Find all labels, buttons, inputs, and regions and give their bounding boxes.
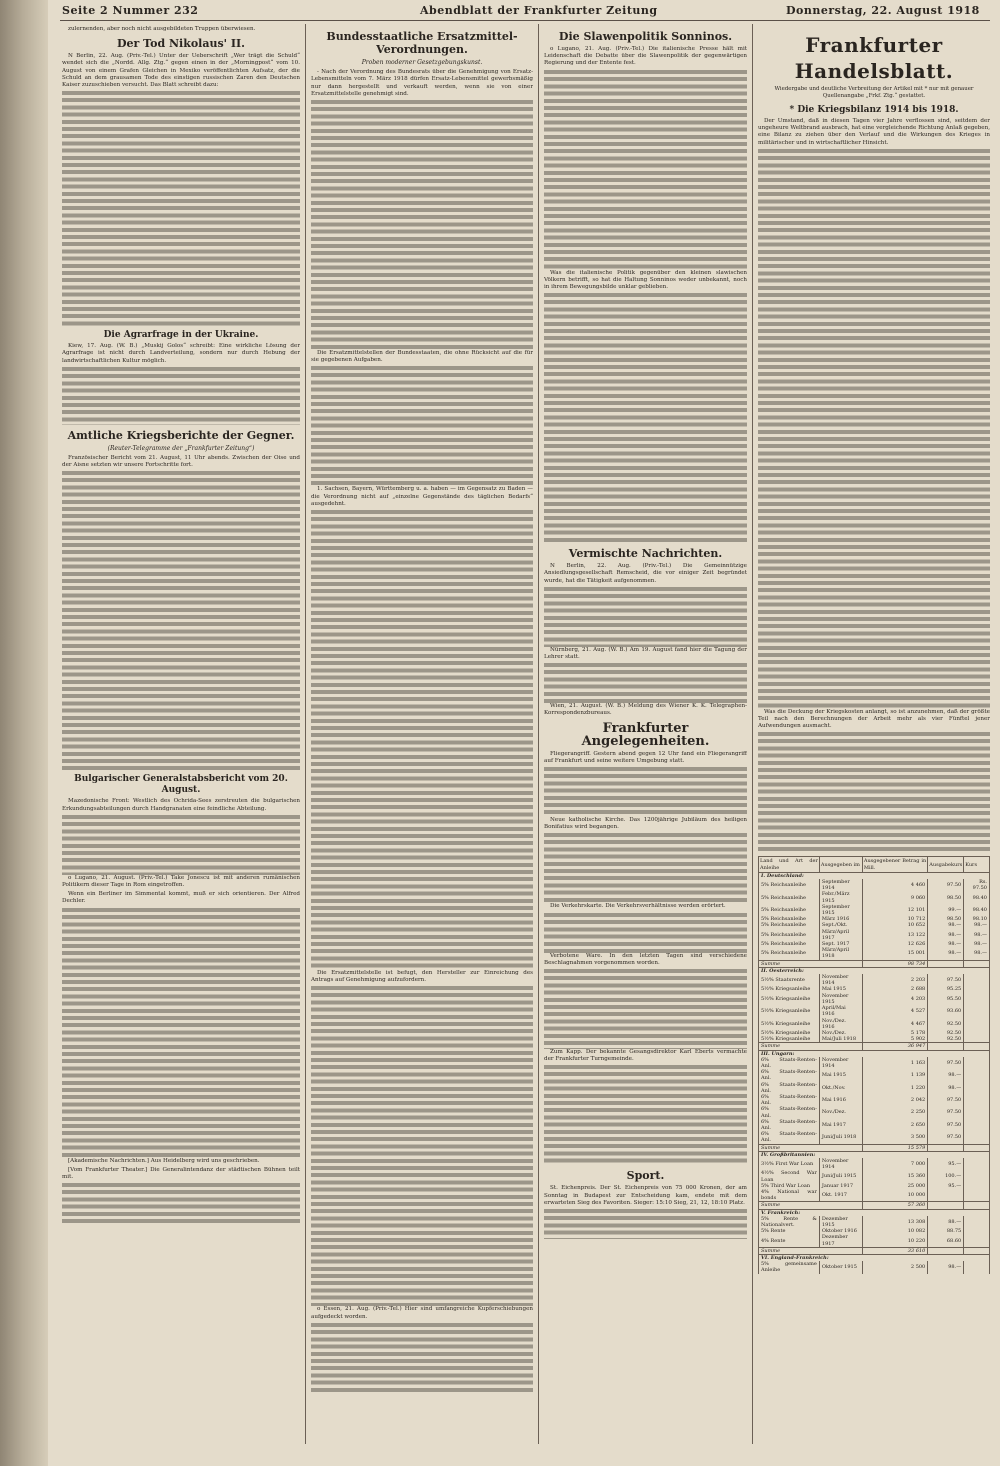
table-cell: Oktober 1915 xyxy=(819,1261,862,1273)
table-cell: 5% Third War Loan xyxy=(759,1183,820,1189)
table-cell: Nov./Dez. xyxy=(819,1030,862,1036)
body-text-block xyxy=(544,663,747,703)
article-text: Die Ersatzmittelstelle ist befugt, den Hersteller zur Einreichung des Antrags auf Genehmigung aufzufordern. xyxy=(311,970,533,984)
table-group-row xyxy=(759,1209,990,1216)
table-row xyxy=(759,891,990,903)
table-row xyxy=(759,1082,990,1094)
table-group-label: I. Deutschland: xyxy=(759,872,990,879)
table-cell: 97.50 xyxy=(928,1057,964,1069)
table-cell: 5% Rente xyxy=(759,1228,820,1234)
table-cell: 12 101 xyxy=(862,904,927,916)
table-cell: 3½% First War Loan xyxy=(759,1158,820,1170)
table-row xyxy=(759,1189,990,1202)
table-cell: 6% Staats-Renten-Anl. xyxy=(759,1119,820,1131)
body-text-block xyxy=(544,70,747,270)
table-row xyxy=(759,1131,990,1144)
table-cell: 6% Staats-Renten-Anl. xyxy=(759,1069,820,1081)
page-header-right: Donnerstag, 22. August 1918 xyxy=(786,4,980,17)
article-text: Fliegerangriff. Gestern abend gegen 12 Uhr fand ein Fliegerangriff auf Frankfurt und seine weitere Umgebung statt. xyxy=(544,750,747,764)
table-cell: Mai 1915 xyxy=(819,1069,862,1081)
table-cell: 1 220 xyxy=(862,1082,927,1094)
body-text-block xyxy=(758,732,990,852)
table-cell xyxy=(964,1216,990,1228)
table-row xyxy=(759,1261,990,1273)
table-cell: 3 500 xyxy=(862,1131,927,1144)
table-cell: 98.— xyxy=(928,922,964,928)
table-cell: 5% Reichsanleihe xyxy=(759,929,820,941)
reprint-note: Wiedergabe und deutliche Verbreitung der Artikel mit * nur mit genauer Quellenangabe „Frkf. Ztg.“ gestattet. xyxy=(774,86,974,99)
table-cell xyxy=(964,1189,990,1202)
table-cell: Febr./März 1915 xyxy=(819,891,862,903)
table-group-label: III. Ungarn: xyxy=(759,1050,990,1057)
article-heading: Amtliche Kriegsberichte der Gegner. xyxy=(67,428,295,442)
body-text-block xyxy=(62,815,300,875)
table-cell: 100.— xyxy=(928,1170,964,1182)
table-cell: 5½% Kriegsanleihe xyxy=(759,1036,820,1043)
table-cell: Mai 1915 xyxy=(819,986,862,992)
article-heading: Sport. xyxy=(626,1169,665,1183)
table-cell: Nov./Dez. 1916 xyxy=(819,1018,862,1030)
table-cell: 6% Staats-Renten-Anl. xyxy=(759,1057,820,1069)
table-row xyxy=(759,1106,990,1118)
table-cell: 2 650 xyxy=(862,1119,927,1131)
table-cell: Sept. 1917 xyxy=(819,941,862,947)
section-heading: Frankfurter Angelegenheiten. xyxy=(581,720,710,749)
table-cell xyxy=(928,1247,964,1254)
table-group-row xyxy=(759,1151,990,1158)
table-header-cell: Ausgegebener Betrag in Mill. xyxy=(863,858,927,871)
table-cell: 2 500 xyxy=(862,1261,927,1273)
table-sum-row xyxy=(759,1043,990,1050)
table-cell: 5½% Staatsrente xyxy=(759,974,820,986)
table-row xyxy=(759,904,990,916)
table-cell: 5% Reichsanleihe xyxy=(759,916,820,922)
table-row xyxy=(759,1005,990,1017)
table-cell: November 1914 xyxy=(819,1057,862,1069)
article-text: N Berlin, 22. Aug. (Priv.-Tel.) Unter der Ueberschrift „Wer trägt die Schuld“ wendet sich die „Nordd. Allg. Ztg.“ gegen einen in der „Morningpost“ vom 10. August von einem Grafen Gleichen in Mexiko veröffentlichten Aufsatz, der die Schuld an dem grausamen Tode des einstigen russischen Zaren den Deutschen Kaiser zuzuschieben versucht. Das Blatt schreibt dazu: xyxy=(62,53,300,89)
table-cell: 97.50 xyxy=(928,879,964,891)
table-cell: 5% Rente & Nationalvert. xyxy=(759,1216,820,1228)
table-cell: 68.60 xyxy=(928,1234,964,1247)
table-cell: 6% Staats-Renten-Anl. xyxy=(759,1106,820,1118)
table-cell: 5 178 xyxy=(862,1030,927,1036)
table-row xyxy=(759,1158,990,1170)
table-sum-value: 33 610 xyxy=(862,1247,927,1254)
table-cell: 2 250 xyxy=(862,1106,927,1118)
table-group-label: VI. England-Frankreich: xyxy=(759,1255,990,1262)
table-cell: 5½% Kriegsanleihe xyxy=(759,1005,820,1017)
table-header-cell: Land und Art der Anleihe xyxy=(760,858,818,871)
table-cell xyxy=(964,993,990,1005)
column-rule xyxy=(752,24,753,1444)
table-cell xyxy=(964,1106,990,1118)
table-cell: 10 712 xyxy=(862,916,927,922)
table-sum-label: Summe xyxy=(759,960,863,967)
table-cell: Mai 1916 xyxy=(819,1094,862,1106)
table-cell: 99.— xyxy=(928,904,964,916)
article-text: Zum Kapp. Der bekannte Gesangsdirektor Karl Eberts vermachte der Frankfurter Turngemeinde. xyxy=(544,1049,747,1063)
table-cell: 5% Reichsanleihe xyxy=(759,922,820,928)
body-text-block xyxy=(62,908,300,1158)
table-cell: 2 203 xyxy=(862,974,927,986)
table-cell: 98.— xyxy=(964,922,990,928)
article-text: - Nach der Verordnung des Bundesrats über die Genehmigung von Ersatz-Lebensmitteln vom 7. März 1918 dürfen Ersatz-Lebensmittel gewerbsmäßig nur dann hergestellt und verkauft werden, wenn sie von einer Ersatzmittelstelle genehmigt sind. xyxy=(311,69,533,97)
table-row xyxy=(759,1036,990,1043)
table-cell: 1 139 xyxy=(862,1069,927,1081)
table-cell: 88.75 xyxy=(928,1228,964,1234)
table-cell: 98.50 xyxy=(928,916,964,922)
table-row xyxy=(759,929,990,941)
table-cell: 5% Reichsanleihe xyxy=(759,947,820,960)
table-cell: September 1914 xyxy=(819,879,862,891)
table-sum-value: 57 360 xyxy=(862,1202,927,1209)
table-cell: 4% National war bonds xyxy=(759,1189,820,1202)
body-text-block xyxy=(311,986,533,1306)
section-masthead: Frankfurter Handelsblatt. xyxy=(794,33,954,83)
body-text-block xyxy=(62,1183,300,1223)
table-cell: 5 902 xyxy=(862,1036,927,1043)
table-header-cell: Kurs xyxy=(964,857,990,872)
table-row xyxy=(759,1216,990,1228)
page-header-center: Abendblatt der Frankfurter Zeitung xyxy=(420,4,658,17)
table-cell: 97.50 xyxy=(928,1131,964,1144)
table-group-label: IV. Großbritannien: xyxy=(759,1151,990,1158)
table-cell: 95.— xyxy=(928,1183,964,1189)
table-group-label: II. Oesterreich: xyxy=(759,967,990,974)
table-row xyxy=(759,1234,990,1247)
table-cell: Mai/Juli 1918 xyxy=(819,1036,862,1043)
article-text: o Lugano, 21. Aug. (Priv.-Tel.) Die italienische Presse hält mit Leidenschaft die Debatte über die Slawenpolitik der gegenwärtigen Regierung und der Entente fest. xyxy=(544,46,747,67)
column-rule xyxy=(305,24,306,1444)
table-row xyxy=(759,1094,990,1106)
table-cell: 4 460 xyxy=(862,879,927,891)
table-cell: März/April 1917 xyxy=(819,929,862,941)
table-cell: 98.— xyxy=(928,1082,964,1094)
table-cell: Oktober 1916 xyxy=(819,1228,862,1234)
table-cell: 25 000 xyxy=(862,1183,927,1189)
table-cell: September 1915 xyxy=(819,904,862,916)
table-cell: Okt./Nov. xyxy=(819,1082,862,1094)
table-cell: 5% Reichsanleihe xyxy=(759,891,820,903)
page-header-left: Seite 2 Nummer 232 xyxy=(62,4,199,17)
article-text: Französischer Bericht vom 21. August, 11 Uhr abends. Zwischen der Oise und der Aisne setzten wir unsere Fortschritte fort. xyxy=(62,455,300,469)
table-cell: 97.50 xyxy=(928,1094,964,1106)
table-cell: Nov./Dez. xyxy=(819,1106,862,1118)
table-cell: 10 220 xyxy=(862,1234,927,1247)
table-header-cell: Ausgegeben im xyxy=(819,857,862,872)
table-cell: November 1914 xyxy=(819,1158,862,1170)
table-cell: 98.— xyxy=(928,929,964,941)
table-cell: 98.— xyxy=(964,929,990,941)
article-text: Nürnberg, 21. Aug. (W. B.) Am 19. August fand hier die Tagung der Lehrer statt. xyxy=(544,646,747,661)
article-text: Die Ersatzmittelstellen der Bundesstaaten, die ohne Rücksicht auf die für sie gegebenen Aufgaben. xyxy=(311,350,533,364)
table-cell: Sept./Okt. xyxy=(819,922,862,928)
article-text: Der Umstand, daß in diesen Tagen vier Jahre verflossen sind, seitdem der ungeheure Weltbrand ausbrach, hat eine vergleichende Richtung Anlaß gegeben, eine Bilanz zu ziehen über den Verlauf und die Wirkungen des Krieges in militärischer und in wirtschaftlicher Hinsicht. xyxy=(758,118,990,146)
table-cell: 6% Staats-Renten-Anl. xyxy=(759,1094,820,1106)
table-cell xyxy=(964,1131,990,1144)
table-cell: 6% Staats-Renten-Anl. xyxy=(759,1131,820,1144)
table-sum-value: 15 579 xyxy=(862,1144,927,1151)
article-text: [Akademische Nachrichten.] Aus Heidelberg wird uns geschrieben. xyxy=(68,1157,260,1164)
column-2 xyxy=(311,26,533,1451)
table-sum-value: 98 734 xyxy=(862,960,927,967)
table-cell: 4 467 xyxy=(862,1018,927,1030)
article-heading: Die Agrarfrage in der Ukraine. xyxy=(103,330,259,341)
table-cell: 92.50 xyxy=(928,1018,964,1030)
table-row xyxy=(759,993,990,1005)
article-heading: Der Tod Nikolaus' II. xyxy=(117,37,245,51)
article-text: zulernenden, aber noch nicht ausgebildeten Truppen überwiesen. xyxy=(68,26,256,32)
header-rule xyxy=(60,20,990,21)
table-cell: 97.50 xyxy=(928,1106,964,1118)
table-cell: April/Mai 1916 xyxy=(819,1005,862,1017)
table-cell xyxy=(928,960,964,967)
table-cell xyxy=(964,1005,990,1017)
table-cell: 95.25 xyxy=(928,986,964,992)
table-cell xyxy=(964,1119,990,1131)
column-rule xyxy=(538,24,539,1444)
article-text: Wien, 21. August. (W. B.) Meldung des Wiener K. K. Telegraphen-Korrespondenzbureaus. xyxy=(544,703,747,717)
body-text-block xyxy=(62,367,300,425)
table-cell: März/April 1918 xyxy=(819,947,862,960)
article-heading: Die Slawenpolitik Sonninos. xyxy=(558,30,733,43)
table-row xyxy=(759,879,990,891)
table-cell: 13 122 xyxy=(862,929,927,941)
table-cell: 13 308 xyxy=(862,1216,927,1228)
table-group-row xyxy=(759,967,990,974)
table-cell: 2 688 xyxy=(862,986,927,992)
table-cell: 15 001 xyxy=(862,947,927,960)
table-cell xyxy=(964,1057,990,1069)
table-cell: 6% Staats-Renten-Anl. xyxy=(759,1082,820,1094)
table-cell: 5½% Kriegsanleihe xyxy=(759,986,820,992)
table-cell: 93.60 xyxy=(928,1005,964,1017)
table-row xyxy=(759,1119,990,1131)
table-cell: Rs. 97.50 xyxy=(964,879,990,891)
table-cell: 2 042 xyxy=(862,1094,927,1106)
table-cell: Okt. 1917 xyxy=(819,1189,862,1202)
table-row xyxy=(759,1057,990,1069)
table-sum-row xyxy=(759,1144,990,1151)
body-text-block xyxy=(311,366,533,486)
table-cell: Juni/Juli 1918 xyxy=(819,1131,862,1144)
table-group-label: V. Frankreich: xyxy=(759,1209,990,1216)
table-row xyxy=(759,1018,990,1030)
table-cell: November 1914 xyxy=(819,974,862,986)
body-text-block xyxy=(544,833,747,903)
table-cell xyxy=(964,1144,990,1151)
table-cell xyxy=(964,1261,990,1273)
body-text-block xyxy=(62,91,300,327)
article-text: Kiew, 17. Aug. (W. B.) „Muskij Golos“ schreibt: Eine wirkliche Lösung der Agrarfrage ist nicht durch Landverteilung, sondern nur durch Hebung der landwirtschaftlichen Kultur möglich. xyxy=(62,343,300,364)
table-cell: März 1916 xyxy=(819,916,862,922)
table-cell: 10 082 xyxy=(862,1228,927,1234)
table-cell xyxy=(964,974,990,986)
table-row xyxy=(759,974,990,986)
table-group-row xyxy=(759,1255,990,1262)
article-text: St. Eichenpreis. Der St. Eichenpreis von 75 000 Kronen, der am Sonntag in Budapest zur Entscheidung kam, endete mit dem erwarteten Sieg des Favoriten. Sieger: 15:10 Sieg, 21, 12, 18:10 Platz. xyxy=(544,1185,747,1206)
article-subheading: (Reuter-Telegramme der „Frankfurter Zeitung“) xyxy=(107,444,255,452)
table-cell: 4% Rente xyxy=(759,1234,820,1247)
table-cell: 9 060 xyxy=(862,891,927,903)
table-cell: 4½% Second War Loan xyxy=(759,1170,820,1182)
table-cell: 10 000 xyxy=(862,1189,927,1202)
article-text: N Berlin, 22. Aug. (Priv.-Tel.) Die Gemeinnützige Ansiedlungsgesellschaft Remscheid, die vor einiger Zeit begründet wurde, hat die Tätigkeit aufgenommen. xyxy=(544,563,747,584)
table-row xyxy=(759,1170,990,1182)
table-row xyxy=(759,1069,990,1081)
table-cell xyxy=(964,1094,990,1106)
table-cell: 88.— xyxy=(928,1216,964,1228)
table-cell: 98.— xyxy=(928,1261,964,1273)
article-heading: Bundesstaatliche Ersatzmittel-Verordnungen. xyxy=(326,30,518,56)
table-sum-row xyxy=(759,1247,990,1254)
body-text-block xyxy=(311,1323,533,1393)
body-text-block xyxy=(758,149,990,709)
table-cell xyxy=(964,960,990,967)
table-sum-value: 36 947 xyxy=(862,1043,927,1050)
table-cell: 98.50 xyxy=(928,891,964,903)
table-cell: 98.— xyxy=(928,947,964,960)
table-cell: Januar 1917 xyxy=(819,1183,862,1189)
table-cell: 5½% Kriegsanleihe xyxy=(759,1030,820,1036)
article-text: Verbotene Ware. In den letzten Tagen sind verschiedene Beschlagnahmen vorgenommen worden. xyxy=(544,952,747,966)
table-cell xyxy=(964,1158,990,1170)
article-heading: Vermischte Nachrichten. xyxy=(568,547,723,561)
table-cell xyxy=(964,1170,990,1182)
table-cell xyxy=(964,1036,990,1043)
table-cell: Dezember 1917 xyxy=(819,1234,862,1247)
table-cell: 4 203 xyxy=(862,993,927,1005)
article-heading: Bulgarischer Generalstabsbericht vom 20. August. xyxy=(74,774,288,796)
table-cell: November 1915 xyxy=(819,993,862,1005)
table-cell xyxy=(964,1043,990,1050)
table-cell: 10 652 xyxy=(862,922,927,928)
war-loans-table xyxy=(758,856,990,1273)
body-text-block xyxy=(311,510,533,970)
table-cell xyxy=(964,1069,990,1081)
table-cell: 97.50 xyxy=(928,1119,964,1131)
article-text: Neue katholische Kirche. Das 1200jährige Jubiläum des heiligen Bonifatius wird begangen. xyxy=(544,817,747,831)
table-cell: 5% Reichsanleihe xyxy=(759,904,820,916)
article-text: [Vom Frankfurter Theater.] Die Generalintendanz der städtischen Bühnen teilt mit. xyxy=(62,1166,300,1181)
body-text-block xyxy=(311,100,533,350)
book-binding xyxy=(0,0,48,1466)
column-3 xyxy=(544,26,747,1451)
table-cell: 92.50 xyxy=(928,1030,964,1036)
body-text-block xyxy=(544,913,747,953)
table-cell xyxy=(928,1189,964,1202)
table-cell: 7 000 xyxy=(862,1158,927,1170)
column-4 xyxy=(758,26,990,1451)
article-text: o Lugano, 21. August. (Priv.-Tel.) Take Jonescu ist mit anderen rumänischen Politikern dieser Tage in Rom eingetroffen. xyxy=(62,874,300,889)
table-cell: 98.— xyxy=(964,947,990,960)
table-cell xyxy=(964,1082,990,1094)
article-subheading: Proben moderner Gesetzgebungskunst. xyxy=(361,59,483,66)
table-cell: 98.10 xyxy=(964,916,990,922)
body-text-block xyxy=(544,1209,747,1239)
article-text: o Essen, 21. Aug. (Priv.-Tel.) Hier sind umfangreiche Kupferschiebungen aufgedeckt worden. xyxy=(311,1306,533,1320)
table-cell: Mai 1917 xyxy=(819,1119,862,1131)
table-sum-label: Summe xyxy=(759,1043,863,1050)
table-sum-row xyxy=(759,1202,990,1209)
article-text: Die Verkehrskarte. Die Verkehrsverhältnisse werden erörtert. xyxy=(550,903,726,910)
table-cell xyxy=(964,1234,990,1247)
table-group-row xyxy=(759,1050,990,1057)
body-text-block xyxy=(544,293,747,543)
table-sum-label: Summe xyxy=(759,1202,863,1209)
body-text-block xyxy=(544,587,747,647)
table-cell xyxy=(928,1202,964,1209)
table-cell: 97.50 xyxy=(928,974,964,986)
table-cell: 92.50 xyxy=(928,1036,964,1043)
table-cell: 1 163 xyxy=(862,1057,927,1069)
article-text: Was die italienische Politik gegenüber den kleinen slawischen Völkern betrifft, so hat die Haltung Sonninos weder unbekannt, noch in ihrem Bewegungsbilde unklar geblieben. xyxy=(544,269,747,291)
table-sum-row xyxy=(759,960,990,967)
table-cell: 98.40 xyxy=(964,904,990,916)
table-cell: 98.— xyxy=(928,1069,964,1081)
table-sum-label: Summe xyxy=(759,1144,863,1151)
table-cell: 5½% Kriegsanleihe xyxy=(759,1018,820,1030)
article-text: Mazedonische Front: Westlich des Ochrida-Sees zerstreuten die bulgarischen Erkundungsabteilungen durch Handgranaten eine feindliche Abteilung. xyxy=(62,798,300,812)
table-cell: 95.— xyxy=(928,1158,964,1170)
table-cell: 12 626 xyxy=(862,941,927,947)
table-cell xyxy=(964,1202,990,1209)
article-text: Wenn ein Berliner im Simmental kommt, muß er sich orientieren. Der Alfred Dechler. xyxy=(62,891,300,905)
table-cell: Juni/Juli 1915 xyxy=(819,1170,862,1182)
body-text-block xyxy=(544,969,747,1049)
table-cell: 5% Reichsanleihe xyxy=(759,879,820,891)
table-cell: 5½% Kriegsanleihe xyxy=(759,993,820,1005)
table-cell: 15 360 xyxy=(862,1170,927,1182)
table-cell xyxy=(964,1247,990,1254)
table-cell: 5% Reichsanleihe xyxy=(759,941,820,947)
table-cell xyxy=(928,1043,964,1050)
table-cell xyxy=(928,1144,964,1151)
article-text: Was die Deckung der Kriegskosten anlangt, so ist anzunehmen, daß der größte Teil nach den Berechnungen der Arbeit mehr als vier Fünftel jener Aufwendungen ausmacht. xyxy=(758,708,990,730)
body-text-block xyxy=(544,767,747,817)
table-cell: 98.— xyxy=(928,941,964,947)
table-cell: 98.— xyxy=(964,941,990,947)
table-cell xyxy=(964,1018,990,1030)
table-cell: 98.40 xyxy=(964,891,990,903)
article-text: 1. Sachsen, Bayern, Württemberg u. a. haben — im Gegensatz zu Baden — die Verordnung nicht auf „einzelne Gegenstände des täglichen Bedarfs“ ausgedehnt. xyxy=(311,486,533,507)
table-sum-label: Summe xyxy=(759,1247,863,1254)
table-cell: 95.50 xyxy=(928,993,964,1005)
table-header-cell: Ausgabekurs xyxy=(928,857,964,872)
table-group-row xyxy=(759,872,990,879)
table-row xyxy=(759,947,990,960)
body-text-block xyxy=(544,1065,747,1165)
table-cell: 5% gemeinsame Anleihe xyxy=(759,1261,820,1273)
table-cell: 4 527 xyxy=(862,1005,927,1017)
column-1 xyxy=(62,26,300,1451)
article-heading: * Die Kriegsbilanz 1914 bis 1918. xyxy=(789,105,959,115)
body-text-block xyxy=(62,471,300,771)
table-cell: Dezember 1915 xyxy=(819,1216,862,1228)
